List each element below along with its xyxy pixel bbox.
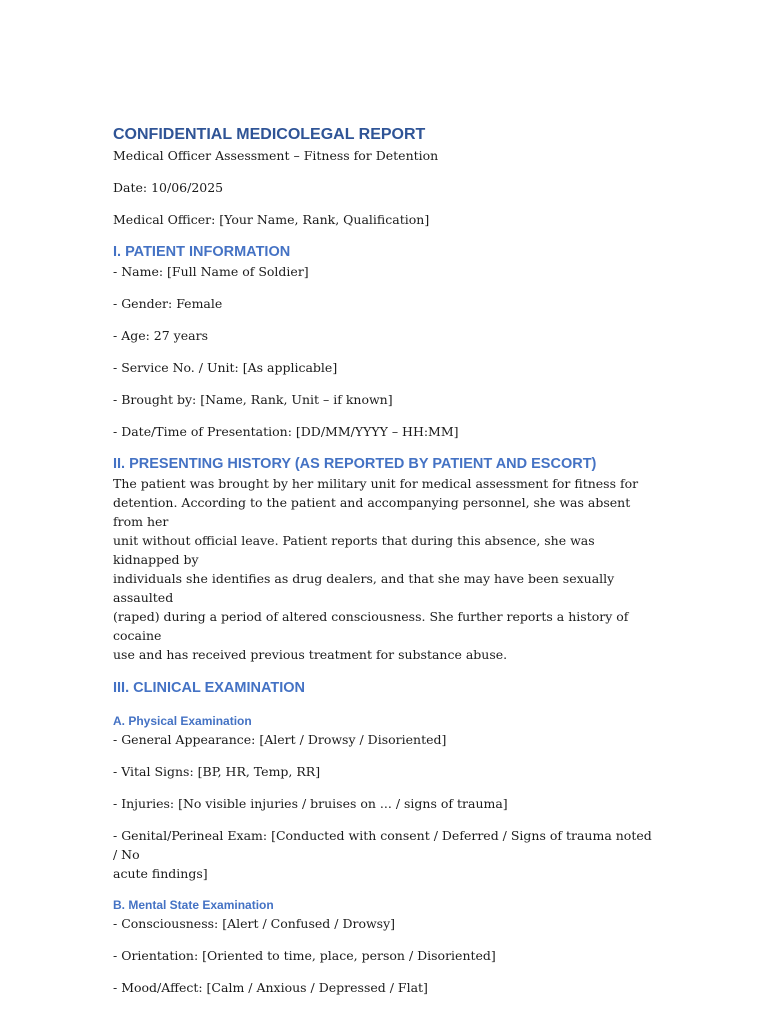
injuries: - Injuries: [No visible injuries / bruises on ... / signs of trauma]: [113, 796, 508, 811]
section-exam-heading: III. CLINICAL EXAMINATION: [113, 680, 305, 696]
patient-brought-by: - Brought by: [Name, Rank, Unit – if known]: [113, 392, 393, 407]
report-date: Date: 10/06/2025: [113, 180, 224, 195]
history-line: use and has received previous treatment for substance abuse.: [113, 647, 508, 662]
genital-exam-line: - Genital/Perineal Exam: [Conducted with consent / Deferred / Signs of trauma noted / No: [113, 828, 652, 862]
general-appearance: - General Appearance: [Alert / Drowsy / Disoriented]: [113, 732, 447, 747]
physical-exam-heading: A. Physical Examination: [113, 714, 252, 728]
section-patient-info-heading: I. PATIENT INFORMATION: [113, 244, 291, 260]
genital-exam-line: acute findings]: [113, 866, 208, 881]
consciousness: - Consciousness: [Alert / Confused / Drowsy]: [113, 916, 396, 931]
patient-gender: - Gender: Female: [113, 296, 223, 311]
section-history-heading: II. PRESENTING HISTORY (AS REPORTED BY PATIENT AND ESCORT): [113, 456, 597, 472]
orientation: - Orientation: [Oriented to time, place, person / Disoriented]: [113, 948, 496, 963]
document-page: [113, 124, 658, 997]
report-title: CONFIDENTIAL MEDICOLEGAL REPORT: [113, 126, 426, 143]
history-line: unit without official leave. Patient reports that during this absence, she was kidnapped by: [113, 533, 595, 567]
patient-service-no: - Service No. / Unit: [As applicable]: [113, 360, 338, 375]
mental-exam-heading: B. Mental State Examination: [113, 898, 274, 912]
vital-signs: - Vital Signs: [BP, HR, Temp, RR]: [113, 764, 321, 779]
medical-officer: Medical Officer: [Your Name, Rank, Qualification]: [113, 212, 430, 227]
history-line: detention. According to the patient and accompanying personnel, she was absent from her: [113, 495, 631, 529]
patient-age: - Age: 27 years: [113, 328, 208, 343]
history-paragraph: [113, 474, 658, 664]
history-line: The patient was brought by her military unit for medical assessment for fitness for: [113, 476, 639, 491]
report-subtitle: Medical Officer Assessment – Fitness for Detention: [113, 148, 439, 163]
history-line: individuals she identifies as drug dealers, and that she may have been sexually assaulted: [113, 571, 615, 605]
history-line: (raped) during a period of altered consciousness. She further reports a history of cocaine: [113, 609, 629, 643]
patient-name: - Name: [Full Name of Soldier]: [113, 264, 309, 279]
mood-affect: - Mood/Affect: [Calm / Anxious / Depressed / Flat]: [113, 980, 428, 995]
patient-presentation-time: - Date/Time of Presentation: [DD/MM/YYYY – HH:MM]: [113, 424, 459, 439]
